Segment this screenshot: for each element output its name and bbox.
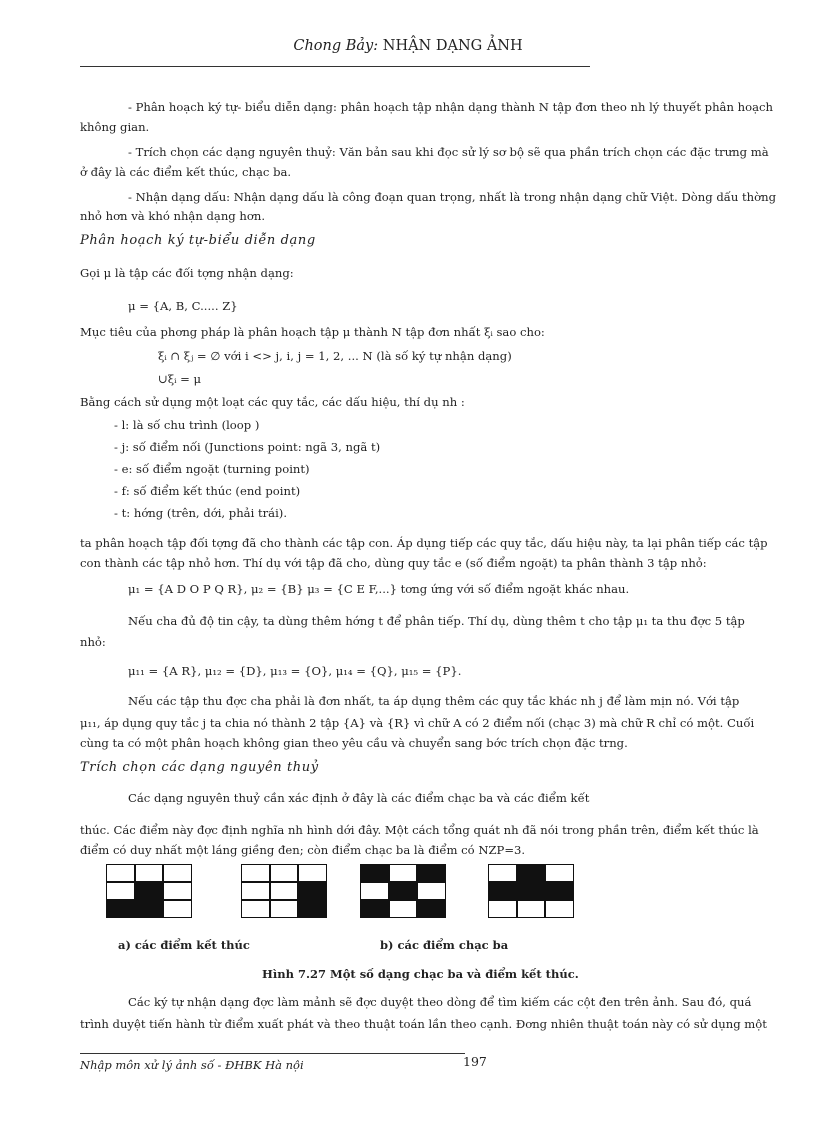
footer-text: Nhập môn xử lý ảnh số - ĐHBK Hà nội <box>80 1058 304 1072</box>
s2-p2b: điểm có duy nhất một láng giềng đen; còn điểm chạc ba là điểm có NZP=3. <box>80 843 526 857</box>
chapter-label: Chong Bảy: <box>293 38 379 54</box>
s1-line3: Mục tiêu của phơng pháp là phân hoạch tập μ thành N tập đơn nhất ξᵢ sao cho: <box>80 325 545 339</box>
intro-p3b: nhỏ hơn và khó nhận dạng hơn. <box>80 209 266 223</box>
s1-sets1: μ₁ = {A D O P Q R}, μ₂ = {B} μ₃ = {C E F,...} tơng ứng với số điểm ngoặt khác nhau. <box>128 582 630 596</box>
closing-p1b: trình duyệt tiến hành từ điểm xuất phát và theo thuật toán lần theo cạnh. Đơng nhiên thuật toán này có sử dụng một <box>80 1017 767 1031</box>
s1-line1: Gọi μ là tập các đối tợng nhận dạng: <box>80 266 294 280</box>
section-title-primitives: Trích chọn các dạng nguyên thuỷ <box>80 760 319 775</box>
list-item: - j: số điểm nối (Junctions point: ngã 3, ngã t) <box>114 440 381 454</box>
s1-line4: ξᵢ ∩ ξⱼ = ∅ với i <> j, i, j = 1, 2, ... N (là số ký tự nhận dạng) <box>158 349 512 363</box>
footer-rule <box>80 1053 465 1054</box>
s1-line5: ∪ξᵢ = μ <box>158 372 202 386</box>
s1-p6: Nếu các tập thu đợc cha phải là đơn nhất, ta áp dụng thêm các quy tắc khác nh j để làm mịn nó. Với tập <box>128 694 740 708</box>
page-header <box>0 38 816 54</box>
s2-p2: thúc. Các điểm này đợc định nghĩa nh hình dới đây. Một cách tổng quát nh đã nói trong phần trên, điểm kết thúc là <box>80 823 759 837</box>
figure-title: Hình 7.27 Một số dạng chạc ba và điểm kết thúc. <box>262 967 579 981</box>
s2-p1: Các dạng nguyên thuỷ cần xác định ở đây là các điểm chạc ba và các điểm kết <box>128 791 590 805</box>
header-rule <box>80 66 590 67</box>
closing-p1: Các ký tự nhận dạng đợc làm mảnh sẽ đợc duyệt theo dòng để tìm kiếm các cột đen trên ảnh. Sau đó, quá <box>128 995 752 1009</box>
s1-p4: ta phân hoạch tập đối tợng đã cho thành các tập con. Áp dụng tiếp các quy tắc, dấu hiệu này, ta lại phân tiếp các tập <box>80 536 768 550</box>
figure-caption-b: b) các điểm chạc ba <box>380 938 509 952</box>
s1-line2: μ = {A, B, C..... Z} <box>128 299 238 313</box>
intro-p3: - Nhận dạng dấu: Nhận dạng dấu là công đoạn quan trọng, nhất là trong nhận dạng chữ Việt. Dòng dấu thờng <box>128 190 776 204</box>
s1-p5b: nhỏ: <box>80 635 106 649</box>
s1-p6c: cùng ta có một phân hoạch không gian theo yêu cầu và chuyển sang bớc trích chọn đặc trng. <box>80 736 628 750</box>
intro-p1b: không gian. <box>80 120 150 134</box>
page-number: 197 <box>463 1054 487 1069</box>
list-item: - l: là số chu trình (loop ) <box>114 418 260 432</box>
intro-p2: - Trích chọn các dạng nguyên thuỷ: Văn bản sau khi đọc sử lý sơ bộ sẽ qua phần trích chọn các đặc trưng mà <box>128 145 769 159</box>
list-item: - f: số điểm kết thúc (end point) <box>114 484 301 498</box>
section-title-partition: Phân hoạch ký tự-biểu diễn dạng <box>80 233 316 248</box>
figure-caption-a: a) các điểm kết thúc <box>118 938 250 952</box>
intro-p1: - Phân hoạch ký tự- biểu diễn dạng: phân hoạch tập nhận dạng thành N tập đơn theo nh lý thuyết phân hoạch <box>128 100 773 114</box>
s1-p6b: μ₁₁, áp dụng quy tắc j ta chia nó thành 2 tập {A} và {R} vì chữ A có 2 điểm nối (chạc 3) mà chữ R chỉ có một. Cuối <box>80 716 755 730</box>
list-item: - e: số điểm ngoặt (turning point) <box>114 462 310 476</box>
s1-sets2: μ₁₁ = {A R}, μ₁₂ = {D}, μ₁₃ = {O}, μ₁₄ = {Q}, μ₁₅ = {P}. <box>128 664 462 678</box>
list-item: - t: hớng (trên, dới, phải trái). <box>114 506 288 520</box>
s1-p4b: con thành các tập nhỏ hơn. Thí dụ với tập đã cho, dùng quy tắc e (số điểm ngoặt) ta phân thành 3 tập nhỏ: <box>80 556 707 570</box>
intro-p2b: ở đây là các điểm kết thúc, chạc ba. <box>80 165 292 179</box>
s1-line6: Bằng cách sử dụng một loạt các quy tắc, các dấu hiệu, thí dụ nh : <box>80 395 465 409</box>
s1-p5: Nếu cha đủ độ tin cậy, ta dùng thêm hớng t để phân tiếp. Thí dụ, dùng thêm t cho tập μ₁ ta thu đợc 5 tập <box>128 614 745 628</box>
chapter-title: NHẬN DẠNG ẢNH <box>382 38 523 54</box>
